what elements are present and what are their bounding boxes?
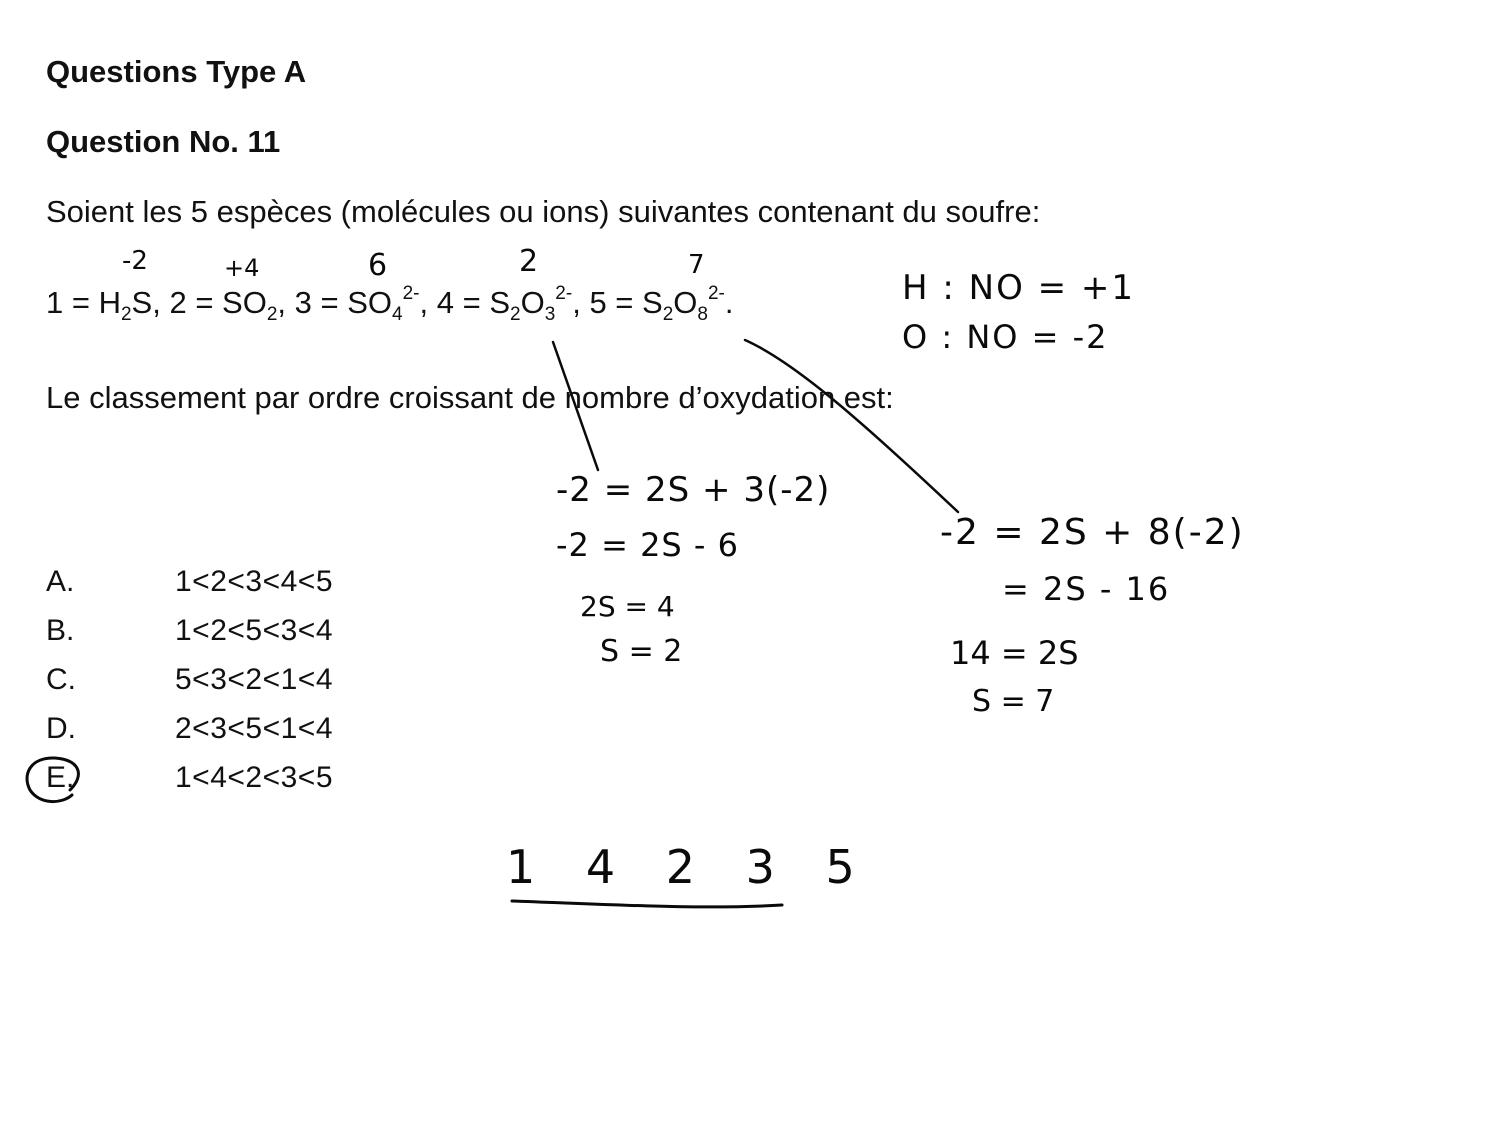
handwritten-ox-s2o3: 2 — [519, 244, 539, 279]
option-a-value: 1<2<3<4<5 — [175, 565, 334, 598]
species-5: $5 = S_2O_8^{2-}$. — [589, 283, 734, 325]
option-c-letter[interactable]: C. — [46, 663, 76, 696]
option-b-value: 1<2<5<3<4 — [175, 614, 334, 647]
section-title: Questions Type A — [46, 54, 307, 89]
handwritten-calc-s2o8-4: S = 7 — [972, 684, 1055, 719]
handwritten-calc-s2o8-1: -2 = 2S + 8(-2) — [940, 512, 1245, 553]
species-1: $1 = H_2S$, — [46, 285, 170, 325]
handwritten-ox-so4: 6 — [368, 248, 388, 283]
handwritten-final-order: 1 4 2 3 5 — [506, 840, 873, 894]
option-d-value: 2<3<5<1<4 — [175, 712, 334, 745]
option-b-letter[interactable]: B. — [46, 614, 75, 647]
option-d-letter[interactable]: D. — [46, 712, 76, 745]
handwritten-calc-s2o3-2: -2 = 2S - 6 — [556, 526, 739, 564]
handwritten-calc-s2o3-3: 2S = 4 — [580, 590, 675, 623]
handwritten-calc-s2o8-2: = 2S - 16 — [1002, 570, 1171, 608]
species-4: $4 = S_2O_3^{2-}$, — [436, 283, 590, 325]
option-e-value: 1<4<2<3<5 — [175, 761, 334, 794]
handwritten-ox-h2s: -2 — [122, 246, 148, 276]
handwritten-ox-s2o8: 7 — [688, 250, 705, 280]
handwritten-rule-o: O : NO = -2 — [902, 318, 1109, 356]
handwritten-rule-h: H : NO = +1 — [902, 268, 1136, 308]
option-a-letter[interactable]: A. — [46, 565, 75, 598]
option-e-letter[interactable]: E. — [46, 761, 75, 794]
option-c-value: 5<3<2<1<4 — [175, 663, 334, 696]
species-3: $3 = SO_4^{2-}$, — [294, 283, 437, 325]
handwritten-calc-s2o3-1: -2 = 2S + 3(-2) — [556, 470, 831, 510]
species-2: $2 = SO_2$, — [169, 285, 295, 325]
question-title: Question No. 11 — [46, 124, 281, 159]
species-list — [46, 283, 734, 325]
handwritten-calc-s2o8-3: 14 = 2S — [950, 634, 1079, 672]
ranking-prompt: Le classement par ordre croissant de nombre d’oxydation est: — [46, 380, 894, 415]
question-prompt: Soient les 5 espèces (molécules ou ions) suivantes contenant du soufre: — [46, 194, 1041, 229]
handwritten-calc-s2o3-4: S = 2 — [600, 634, 683, 669]
final-order-underline — [512, 901, 782, 907]
handwritten-ox-so2: +4 — [224, 254, 260, 282]
